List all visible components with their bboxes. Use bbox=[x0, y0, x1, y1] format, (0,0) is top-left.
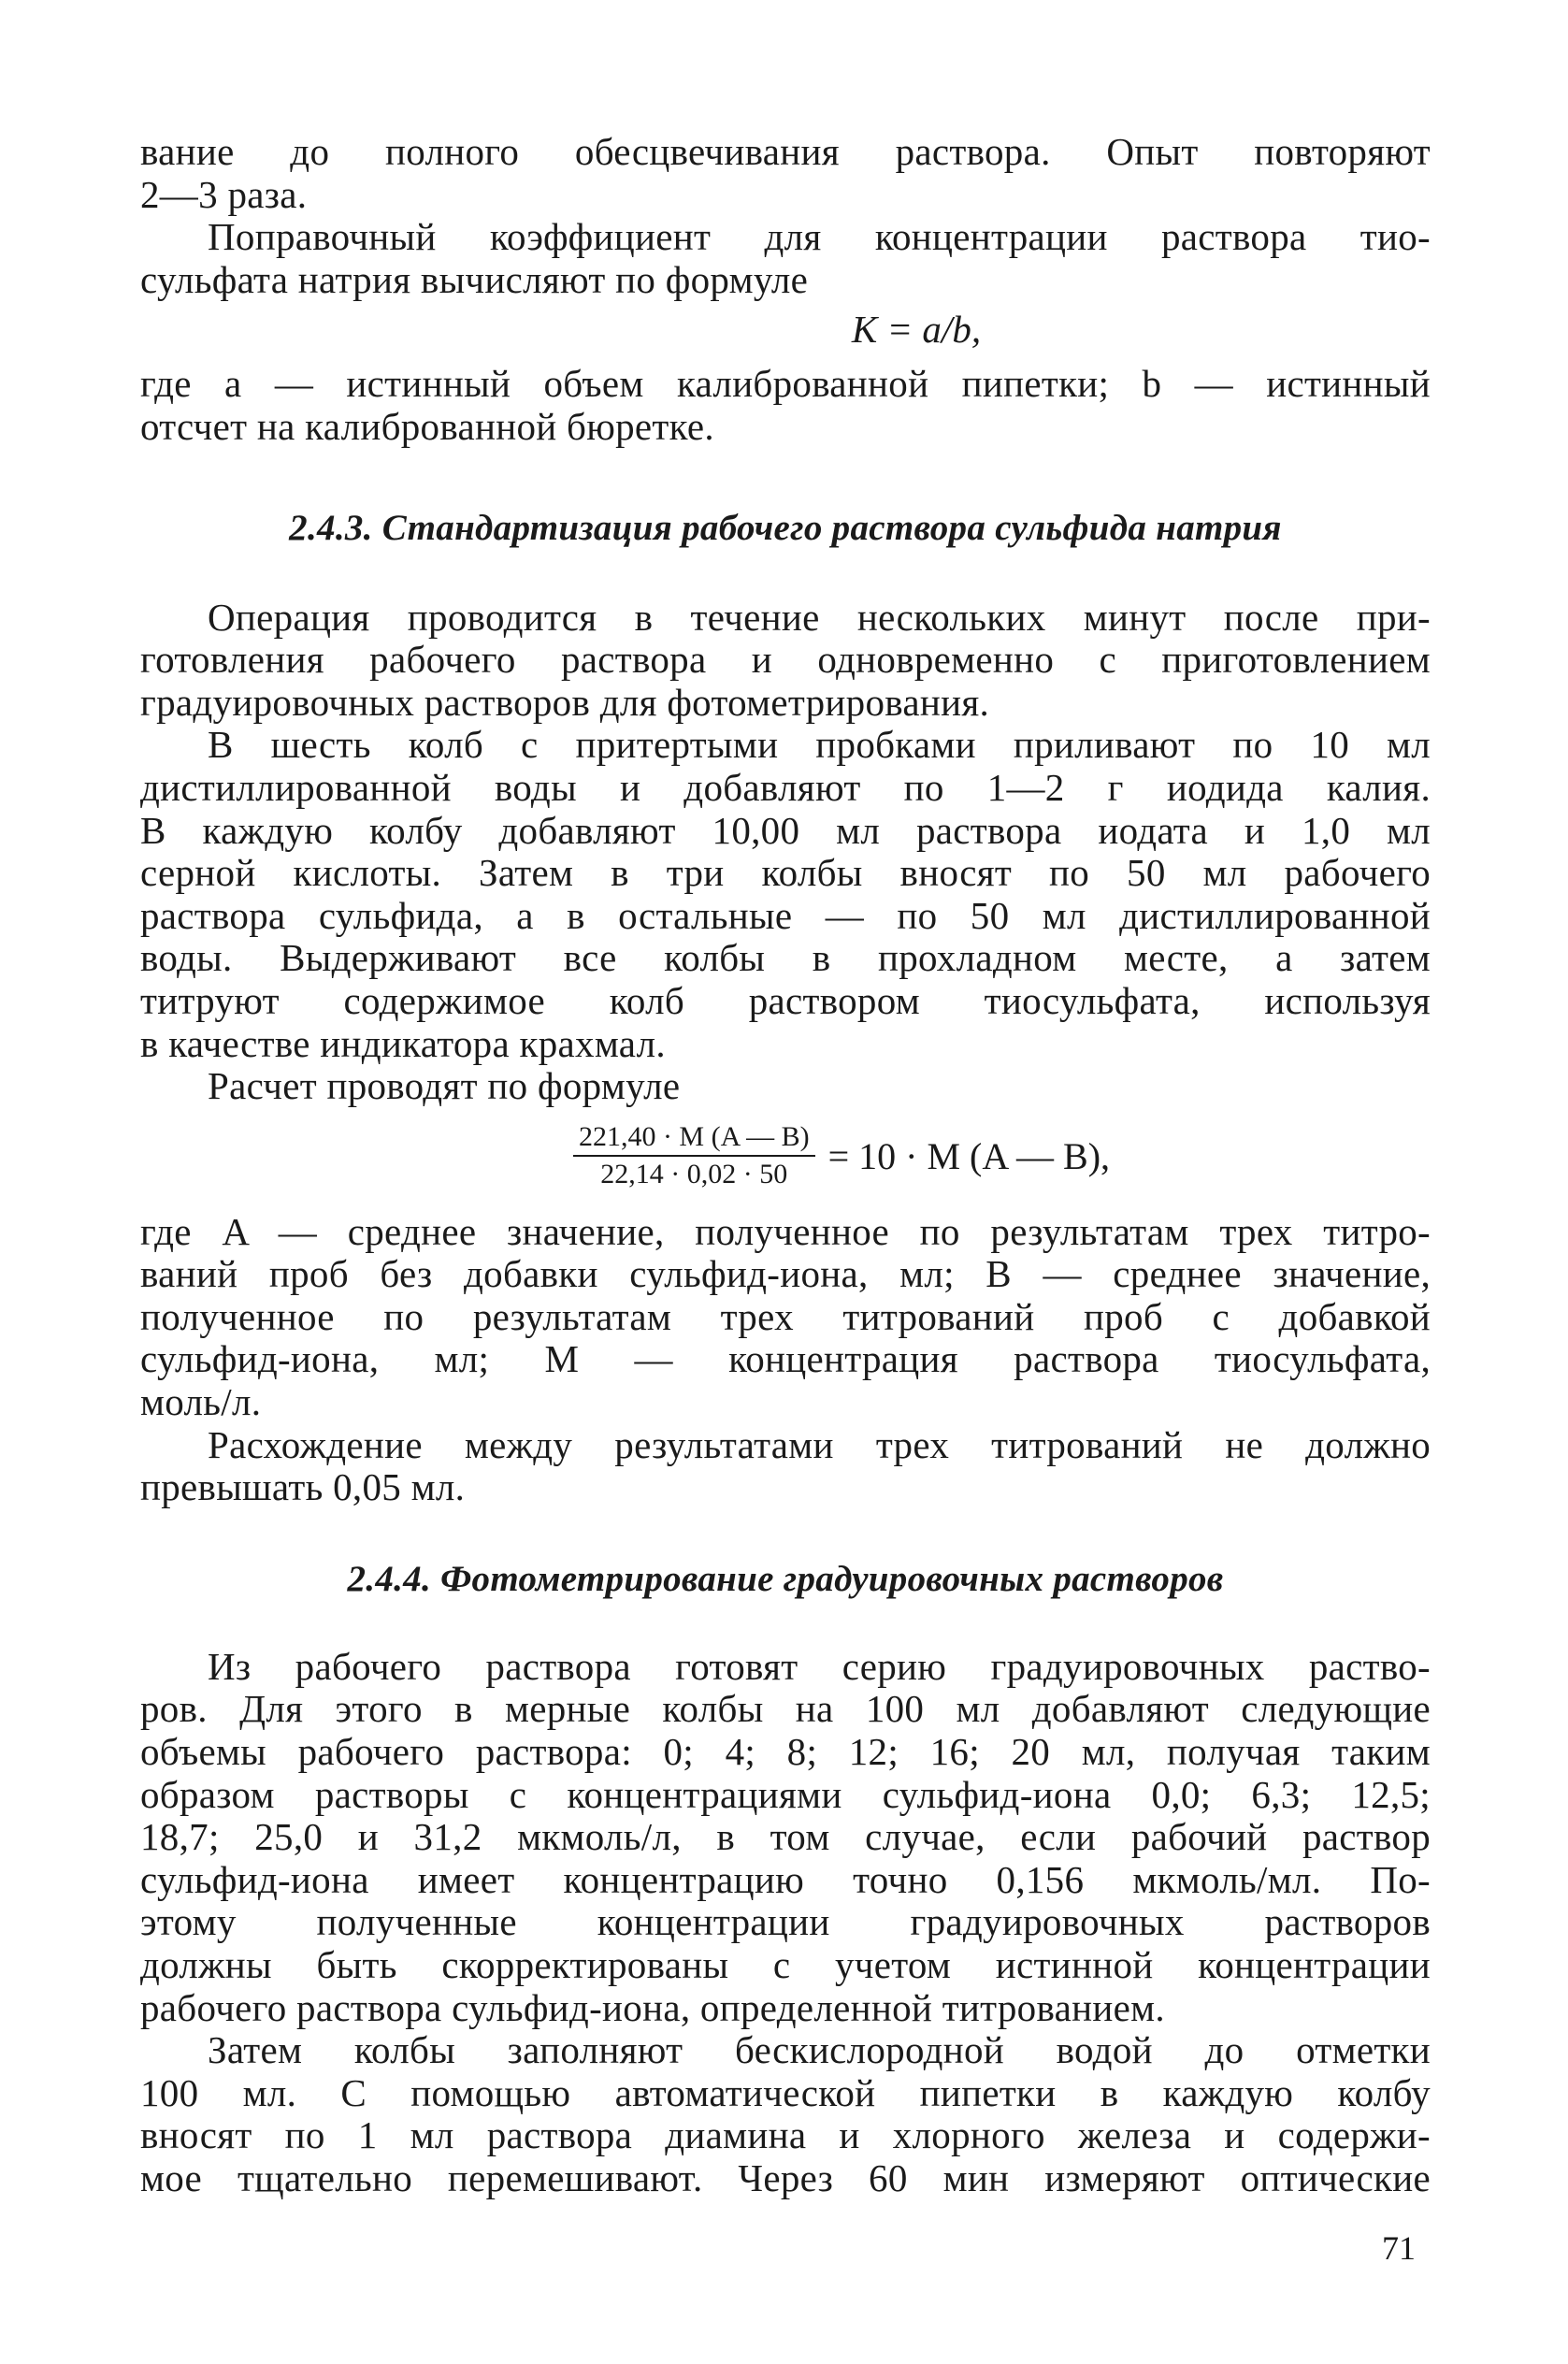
text-line: превышать 0,05 мл. bbox=[140, 1465, 466, 1509]
text-line: ров. Для этого в мерные колбы на 100 мл добавляют следующие bbox=[140, 1687, 1431, 1731]
text-line: Поправочный коэффициент для концентрации раствора тио- bbox=[208, 215, 1431, 259]
text-line: готовления рабочего раствора и одновременно с приготовлением bbox=[140, 638, 1431, 682]
text-line: 18,7; 25,0 и 31,2 мкмоль/л, в том случае, если рабочий раствор bbox=[140, 1815, 1431, 1859]
text-line: в качестве индикатора крахмал. bbox=[140, 1021, 666, 1065]
book-page bbox=[140, 131, 1431, 2338]
text-line: объемы рабочего раствора: 0; 4; 8; 12; 16; 20 мл, получая таким bbox=[140, 1730, 1431, 1774]
formula-text: K = a/b, bbox=[851, 308, 982, 352]
text-line: образом растворы с концентрациями сульфид-иона 0,0; 6,3; 12,5; bbox=[140, 1772, 1431, 1816]
text-line: Расхождение между результатами трех титрований не должно bbox=[208, 1422, 1431, 1466]
text-line: градуировочных растворов для фотометрирования. bbox=[140, 680, 990, 724]
formula-result: = 10 · M (A — B), bbox=[827, 1134, 1111, 1177]
text-line: вание до полного обесцвечивания раствора. Опыт повторяют bbox=[140, 130, 1431, 173]
formula-fraction bbox=[573, 1121, 815, 1190]
text-line: В каждую колбу добавляют 10,00 мл раствора иодата и 1,0 мл bbox=[140, 808, 1431, 852]
text-line: Затем колбы заполняют бескислородной водой до отметки bbox=[208, 2028, 1431, 2072]
text-line: где a — истинный объем калиброванной пипетки; b — истинный bbox=[140, 362, 1431, 406]
text-line: Из рабочего раствора готовят серию градуировочных раство- bbox=[208, 1644, 1431, 1688]
text-line: этому полученные концентрации градуировочных растворов bbox=[140, 1900, 1431, 1944]
text-line: воды. Выдерживают все колбы в прохладном месте, а затем bbox=[140, 936, 1431, 980]
text-line: где A — среднее значение, полученное по результатам трех титро- bbox=[140, 1209, 1431, 1253]
formula-correction-factor bbox=[140, 309, 1431, 350]
text-line: серной кислоты. Затем в три колбы вносят по 50 мл рабочего bbox=[140, 851, 1431, 895]
text-line: 100 мл. С помощью автоматической пипетки в каждую колбу bbox=[140, 2070, 1431, 2114]
text-line: сульфата натрия вычисляют по формуле bbox=[140, 257, 809, 301]
text-line: вносят по 1 мл раствора диамина и хлорного железа и содержи- bbox=[140, 2113, 1431, 2157]
text-line: В шесть колб с притертыми пробками приливают по 10 мл bbox=[208, 723, 1431, 767]
formula-sulfide-concentration bbox=[140, 1121, 1431, 1190]
section-heading: 2.4.3. Стандартизация рабочего раствора сульфида натрия bbox=[289, 507, 1282, 548]
text-line: мое тщательно перемешивают. Через 60 мин измеряют оптические bbox=[140, 2155, 1431, 2199]
text-line: полученное по результатам трех титрований проб с добавкой bbox=[140, 1294, 1431, 1338]
text-line: моль/л. bbox=[140, 1380, 262, 1424]
text-line: 2—3 раза. bbox=[140, 172, 308, 216]
text-line: раствора сульфида, а в остальные — по 50 мл дистиллированной bbox=[140, 893, 1431, 937]
text-line: Расчет проводят по формуле bbox=[208, 1064, 681, 1108]
text-line: титруют содержимое колб раствором тиосульфата, используя bbox=[140, 978, 1431, 1022]
page-number: 71 bbox=[1382, 2229, 1416, 2267]
text-line: сульфид-иона имеет концентрацию точно 0,156 мкмоль/мл. По- bbox=[140, 1857, 1431, 1901]
text-line: ваний проб без добавки сульфид-иона, мл; B — среднее значение, bbox=[140, 1252, 1431, 1296]
text-line: должны быть скорректированы с учетом истинной концентрации bbox=[140, 1943, 1431, 1986]
text-line: Операция проводится в течение нескольких минут после при- bbox=[208, 595, 1431, 639]
text-line: дистиллированной воды и добавляют по 1—2 г иодида калия. bbox=[140, 765, 1431, 809]
text-line: отсчет на калиброванной бюретке. bbox=[140, 404, 714, 448]
formula-numerator: 221,40 · M (A — B) bbox=[578, 1120, 810, 1152]
formula-denominator: 22,14 · 0,02 · 50 bbox=[600, 1158, 788, 1189]
text-line: рабочего раствора сульфид-иона, определенной титрованием. bbox=[140, 1985, 1165, 2029]
section-heading: 2.4.4. Фотометрирование градуировочных растворов bbox=[347, 1558, 1224, 1599]
text-line: сульфид-иона, мл; M — концентрация раствора тиосульфата, bbox=[140, 1337, 1431, 1381]
